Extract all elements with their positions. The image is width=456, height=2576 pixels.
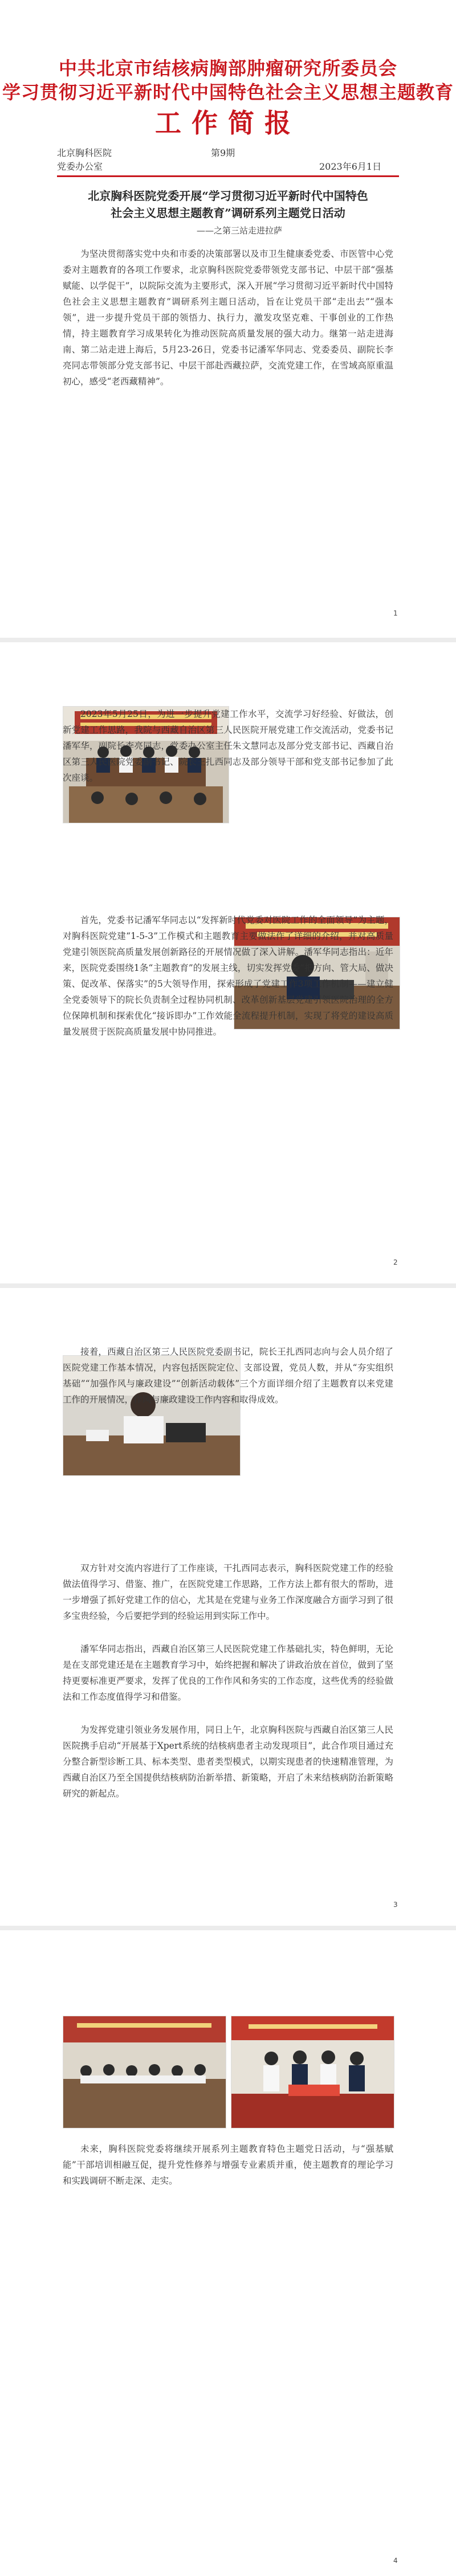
paragraph-4: 接着，西藏自治区第三人民医院党委副书记，院长王扎西同志向与会人员介绍了医院党建工作基本情况，内容包括医院定位、支部设置，党员人数，并从“夯实组织基础”“加强作风与廉政建设”“创新活动载体”三个方面详细介绍了主题教育以来党建工作的开展情况，作风与廉政建设工作内容和取得成效。 — [63, 1347, 393, 1405]
paragraph-5: 双方针对交流内容进行了工作座谈，干扎西同志表示，胸科医院党建工作的经验做法值得学习、借鉴、推广，在医院党建工作思路，工作方法上都有很大的帮助，进一步增强了抓好党建工作的信心，尤其是在党建与业务工作深度融合方面学习到了很多宝贵经验，今后要把学到的经验运用到实际工作中。 — [63, 1563, 393, 1621]
issue-number: 第9期 — [211, 147, 235, 158]
page-4 — [0, 1930, 456, 2576]
page-3 — [0, 1288, 456, 1926]
hospital-name: 北京胸科医院 — [57, 147, 112, 158]
paragraph-8: 未来，胸科医院党委将继续开展系列主题教育特色主题党日活动，与“强基赋能”干部培训相融互促，提升党性修养与增强专业素质并重，使主题教育的理论学习和实践调研不断走深、走实。 — [63, 2144, 393, 2186]
signing-ceremony-image — [231, 2016, 394, 2128]
article-subtitle: ——之第三站走进拉萨 — [196, 225, 282, 236]
paragraph-1: 为坚决贯彻落实党中央和市委的决策部署以及市卫生健康委党委、市医管中心党委对主题教育的各项工作要求，北京胸科医院党委带领党支部书记、中层干部“强基赋能、以学促干”，以院际交流为主要形式，深入开展“学习贯彻习近平新时代中国特色社会主义思想主题教育”调研系列主题日活动，旨在让党员干部“走出去”“强本领”，进一步提升党员干部的领悟力、执行力，激发攻坚克难、干事创业的工作热情，持主题教育学习成果转化为推动医院高质量发展的强大动力。继第一站走进海南、第二站走进上海后，5月23-26日，党委书记潘军华同志、党委委员、副院长李亮同志带领部分党支部书记、中层干部赴西藏拉萨，交流党建工作，在雪域高原重温初心，感受“老西藏精神”。 — [63, 249, 393, 387]
paragraph-2: 2023年5月25日，为进一步提升党建工作水平，交流学习好经验、好做法，创新党建工作思路，我院与西藏自治区第三人民医院开展党建工作交流活动，党委书记潘军华，副院长李亮同志，党委办公室主任朱文慧同志及部分党支部书记、西藏自治区第三人民医院党委副书记、院长王扎西同志及部分领导干部和党支部书记参加了此次座谈。 — [63, 709, 393, 783]
page-1 — [0, 0, 456, 638]
page-2 — [0, 642, 456, 1283]
page-number-4: 4 — [393, 2557, 398, 2565]
page-separator — [0, 1283, 456, 1288]
header-divider — [57, 175, 399, 177]
page-number-1: 1 — [393, 609, 398, 617]
issue-date: 2023年6月1日 — [319, 161, 382, 172]
paragraph-7: 为发挥党建引领业务发展作用，同日上午，北京胸科医院与西藏自治区第三人民医院携手启动“开展基于Xpert系统的结核病患者主动发现项目”，此合作项目通过充分整合新型诊断工具、标本类型、患者类型模式，以期实现患者的快速精准管理，为西藏自治区乃至全国提供结核病防治新举措、新策略，开启了未来结核病防治新策略研究的新起点。 — [63, 1725, 393, 1799]
page-separator — [0, 638, 456, 642]
theme-education-title: 学习贯彻习近平新时代中国特色社会主义思想主题教育 — [2, 81, 454, 103]
article-title-line1: 北京胸科医院党委开展“学习贯彻习近平新时代中国特色 — [88, 189, 368, 203]
org-committee-title: 中共北京市结核病胸部肿瘤研究所委员会 — [58, 58, 397, 79]
group-meeting-image — [63, 2016, 226, 2128]
office-name: 党委办公室 — [57, 161, 103, 172]
page-number-3: 3 — [393, 1901, 398, 1909]
article-title-line2: 社会主义思想主题教育”调研系列主题党日活动 — [111, 206, 345, 220]
paragraph-6: 潘军华同志指出，西藏自治区第三人民医院党建工作基础扎实，特色鲜明，无论是在支部党建还是在主题教育学习中，始终把握和解决了讲政治放在首位，做到了坚持更要标准更严要求，发挥了优良的工作作风和务实的工作态度，这些优秀的经验做法和工作态度值得学习和借鉴。 — [63, 1644, 393, 1702]
paragraph-3: 首先，党委书记潘军华同志以“发挥新时代党委对医院工作的全面领导”为主题，对胸科医院党建“1-5-3”工作模式和主题教育主要做法作了详细的介绍，并对高质量党建引领医院高质量发展创新路径的开展情况做了深入讲解。潘军华同志指出：近年来，医院党委围绕1条“主题教育”的发展主线，切实发挥党委“把方向、管大局、做决策、促改革、保落实”的5大领导作用，探索形成了党建工作3项工作机制——建立健全党委领导下的院长负责制全过程协同机制、改革创新基层党建引领医院治理的全方位保障机制和探索优化“接诉即办”工作效能全流程提升机制，实现了将党的建设高质量发展贯于医院高质量发展中协同推进。 — [63, 915, 393, 1037]
signing-ceremony-photo — [231, 2016, 394, 2128]
group-meeting-photo — [63, 2016, 226, 2128]
page-number-2: 2 — [393, 1258, 398, 1266]
page-separator — [0, 1926, 456, 1930]
briefing-title: 工作简报 — [155, 108, 301, 138]
